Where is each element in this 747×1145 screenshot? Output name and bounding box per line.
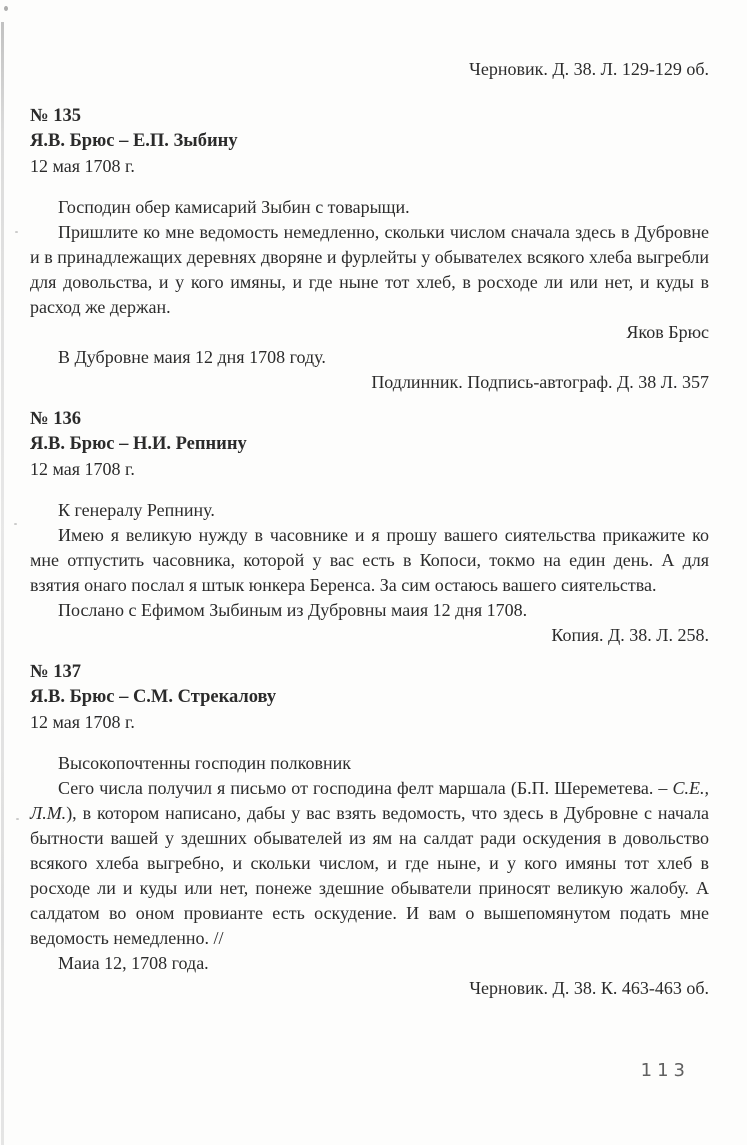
letter-number: № 136 [30, 409, 81, 429]
letter-number: № 135 [30, 106, 81, 126]
scan-speck [15, 231, 18, 233]
archive-reference-top: Черновик. Д. 38. Л. 129-129 об. [469, 59, 709, 79]
letter-date: 12 мая 1708 г. [30, 156, 135, 176]
scan-speck [4, 6, 8, 11]
page-number: 113 [640, 1060, 690, 1081]
letter-salutation: Высокопочтенны господин полковник [58, 753, 351, 773]
editor-note-italic: С.Е., Л.М. [30, 778, 709, 823]
scan-speck [16, 818, 19, 820]
letter-135-header [30, 104, 709, 179]
letter-body-paragraph: Имею я великую нужду в часовнике и я прошу вашего сиятельства прикажите ко мне отпустить часовника, которой у вас есть в Копоси, токмо на един день. А для взятия онаго послал я штык юнкера Беренса. За сим остаюсь вашего сиятельства. [30, 525, 709, 595]
letter-136 [30, 407, 709, 648]
scan-edge-shadow [1, 22, 4, 1145]
paragraph-segment: ), в котором написано, дабы у вас взять ведомость, что здесь в Дубровне с начала бытности вашей у здешних обывателей из ям на салдат ради оскудения в довольство всякого хлеба выгребно, и скольки числом, и где ныне, и у кого имяны тот хлеб в росходе ли и куды или нет, понеже здешние обыватели приносят великую жалобу. А салдатом во оном провианте есть оскудение. И вам о вышепомянутом подать мне ведомость немедленно. // [30, 803, 709, 948]
letter-title: Я.В. Брюс – С.М. Стрекалову [30, 687, 277, 707]
archive-reference: Подлинник. Подпись-автограф. Д. 38 Л. 357 [371, 372, 709, 392]
letter-dateline: В Дубровне маия 12 дня 1708 году. [58, 347, 326, 367]
letter-137 [30, 660, 709, 1001]
letter-salutation: Господин обер камисарий Зыбин с товарыщи. [58, 197, 410, 217]
letter-dateline: Послано с Ефимом Зыбиным из Дубровны маия 12 дня 1708. [58, 600, 528, 620]
archive-reference: Копия. Д. 38. Л. 258. [551, 625, 709, 645]
letter-title: Я.В. Брюс – Е.П. Зыбину [30, 131, 238, 151]
letter-number: № 137 [30, 662, 81, 682]
letter-date: 12 мая 1708 г. [30, 712, 135, 732]
letter-body-paragraph [30, 776, 709, 951]
scan-speck [14, 523, 17, 525]
archive-reference: Черновик. Д. 38. К. 463-463 об. [469, 978, 709, 998]
signature: Яков Брюс [626, 322, 709, 342]
letter-date: 12 мая 1708 г. [30, 459, 135, 479]
letter-dateline: Маиа 12, 1708 года. [58, 953, 209, 973]
letter-137-header [30, 660, 709, 735]
paragraph-segment: Сего числа получил я письмо от господина фелт маршала (Б.П. Шереметева. – [58, 778, 673, 798]
letter-135 [30, 104, 709, 395]
letter-body-paragraph: Пришлите ко мне ведомость немедленно, скольки числом сначала здесь в Дубровне и в принадлежащих деревнях дворяне и фурлейты у обывателех всякого хлеба выгребли для довольства, и у кого имяны, и где ныне тот хлеб, в росходе ли или нет, и куды в расход же держан. [30, 222, 709, 317]
letter-salutation: К генералу Репнину. [58, 500, 215, 520]
letter-136-header [30, 407, 709, 482]
letter-title: Я.В. Брюс – Н.И. Репнину [30, 434, 247, 454]
